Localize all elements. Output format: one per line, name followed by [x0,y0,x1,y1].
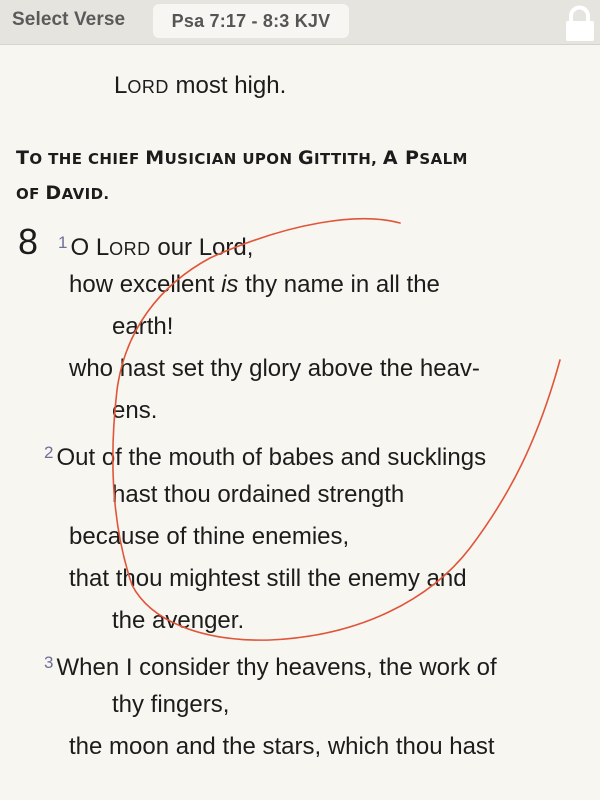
verse-2-line-1[interactable]: $^2$ Out of the mouth of babes and sucklings [44,443,487,471]
bible-passage [0,44,600,800]
verse-3-line-3[interactable]: the moon and the stars, which thou hast [69,733,495,760]
verse-number[interactable]: 3 [44,653,54,672]
psalm-title-line-2: OF DAVID. [16,182,110,204]
chapter-number: 8 [18,221,39,262]
verse-2-line-5[interactable]: the avenger. [112,607,245,634]
psalm-title: TO THE CHIEF MUSICIAN UPON GITTITH, A PSALM [16,147,468,169]
previous-verse-line: LORD most high. [114,72,287,99]
verse-2-line-4[interactable]: that thou mightest still the enemy and [69,565,467,592]
verse-2-line-3[interactable]: because of thine enemies, [69,523,350,550]
select-verse-button[interactable]: Select Verse [12,9,126,30]
passage-reference-button[interactable]: Psa 7:17 - 8:3 KJV [153,4,349,38]
verse-number[interactable]: 2 [44,443,54,462]
verse-1-line-5[interactable]: ens. [112,397,158,424]
lock-icon[interactable] [562,5,600,41]
verse-1-line-3[interactable]: earth! [112,313,174,340]
verse-3-line-1[interactable]: $^3$ When I consider thy heavens, the work of [44,653,497,681]
verse-2-line-2[interactable]: hast thou ordained strength [112,481,405,508]
verse-1-line-1[interactable]: $^1$ O LORD our Lord, [58,233,254,261]
verse-1-line-4[interactable]: who hast set thy glory above the heav- [69,355,480,382]
top-toolbar [0,0,600,45]
verse-3-line-2[interactable]: thy fingers, [112,691,230,718]
verse-number[interactable]: 1 [58,233,68,252]
verse-1-line-2[interactable]: how excellent is thy name in all the [69,271,440,298]
